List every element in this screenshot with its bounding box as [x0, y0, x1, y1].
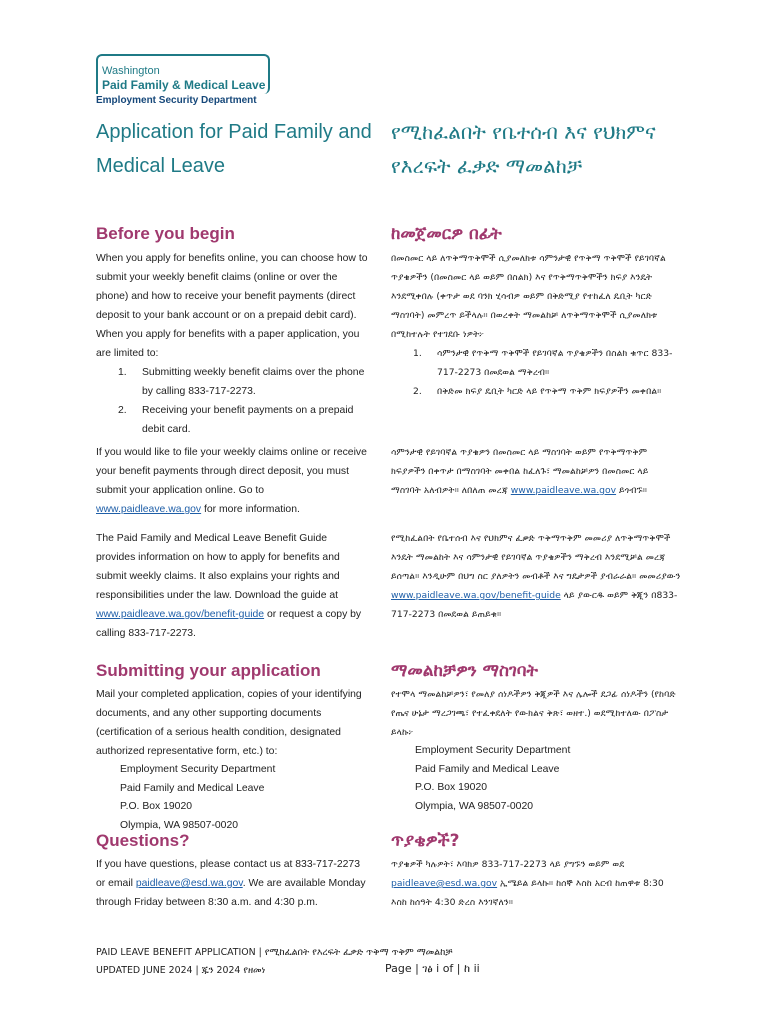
submitting-heading-en: Submitting your application	[96, 661, 321, 680]
submitting-paragraph-en: Mail your completed application, copies of your identifying documents, and any other supporting documents (certification of a serious health condition, designated authorized representative form, etc.) to:	[96, 689, 362, 757]
paidleave-link-am[interactable]: www.paidleave.wa.gov	[510, 485, 617, 496]
questions-heading-en: Questions?	[96, 831, 190, 850]
limits-list-en	[96, 363, 368, 439]
submitting-section-am	[391, 661, 681, 681]
before-paragraph-en: When you apply for benefits online, you can choose how to submit your weekly benefit claims (online or over the phone) and how to receive your benefit payments (direct deposit to your bank account or on a prepaid debit card). When you apply for benefits with a paper application, you are limited to:	[96, 253, 368, 359]
esd-logo	[96, 54, 268, 108]
page-number: Page | ገፅ i of | ከ ii	[385, 962, 480, 975]
submitting-body-am	[391, 685, 681, 816]
guide-paragraph-en: The Paid Family and Medical Leave Benefit Guide provides information on how to apply for benefits and submit weekly claims. It also explains your rights and responsibilities under the law. Download the guide at www.paidleave.wa.gov/benefit-guide or request a copy by calling 833-717-2273.	[96, 533, 362, 639]
page-title-am: የሚከፈልበት የቤተሰብ እና የህክምና የእረፍት ፈቃድ ማመልከቻ	[391, 120, 656, 178]
submitting-section-en	[96, 661, 368, 681]
questions-section-am	[391, 831, 681, 851]
questions-heading-am: ጥያቄዎች?	[391, 831, 460, 851]
before-heading-am: ከመጀመርዎ በፊት	[391, 224, 502, 244]
footer-updated: UPDATED JUNE 2024 | ጁን 2024 የዘመነ	[96, 965, 266, 976]
mailing-address-am: Employment Security Department Paid Family and Medical Leave P.O. Box 19020 Olympia, WA 98507-0020	[415, 745, 571, 812]
mailing-address-en: Employment Security Department Paid Family and Medical Leave P.O. Box 19020 Olympia, WA 98507-0020	[120, 764, 276, 831]
logo-state: Washington	[102, 65, 160, 77]
before-section-am	[391, 224, 681, 244]
submitting-paragraph-am: የተሞላ ማመልከቻዎን፣ የመለያ ሰነዶችዎን ቅጂዎች እና ሌሎች ደጋፊ ሰነዶችን (የከባድ የጤና ሁኔታ ማረጋገጫ፣ የተፈቀደለት የውክልና ቅጽ፣ ወዘተ.) ወደሚከተለው በፖስታ ይላኩ፦	[391, 689, 676, 738]
before-paragraph-am: በመስመር ላይ ለጥቅማጥቅሞች ሲያመለክቱ ሳምንታዊ የጥቅማ ጥቅሞች የይገባኛል ጥያቄዎችን (በመስመር ላይ ወይም በስልክ) እና የጥቅማጥቅሞችን ክፍያ እንዴት እንደሚቀበሉ (ቀጥታ ወደ ባንክ ሂሳብዎ ወይም በቅድሚያ የተከፈለ ዴቢት ካርድ ማስገባት) መምረጥ ይችላሉ። በወረቀት ማመልከቻ ለጥቅማጥቅሞች ሲያመለክቱ በሚከተሉት የተገደቡ ነዎት፦	[391, 253, 666, 340]
footer-title: PAID LEAVE BENEFIT APPLICATION | የሚከፈልበት የእረፍት ፈቃድ ጥቅማ ጥቅም ማመልከቻ	[96, 947, 453, 958]
list-item: 2. በቅድመ ክፍያ ዴቢት ካርድ ላይ የጥቅማ ጥቅም ክፍያዎችን መቀበል።	[413, 386, 662, 397]
before-heading-en: Before you begin	[96, 224, 235, 243]
guide-paragraph-am: የሚከፈልበት የቤተሰብ እና የህክምና ፈቃድ ጥቅማጥቅም መመሪያ ለጥቅማጥቅሞች እንዴት ማመልከት እና ሳምንታዊ የይገባኛል ጥያቄዎችን ማቅረብ እንደሚቻል መረጃ ይሰጣል። እንዲሁም በህግ ስር ያለዎትን መብቶች እና ግዴታዎች ያብራራል። መመሪያውን www.paidleave.wa.gov/benefit-guide ላይ ያውርዱ ወይም ቅጂን በ833-717-2273 በመደወል ይጠይቁ።	[391, 533, 681, 620]
before-body-am	[391, 249, 681, 401]
before-section-en	[96, 224, 368, 244]
list-item: 1. ሳምንታዊ የጥቅማ ጥቅሞች የይገባኛል ጥያቄዎችን በስልክ ቁጥር 833-717-2273 በመደወል ማቅረብ።	[413, 348, 673, 378]
paidleave-link[interactable]: www.paidleave.wa.gov	[96, 504, 202, 515]
list-item: 1. Submitting weekly benefit claims over the phone by calling 833-717-2273.	[118, 367, 365, 397]
questions-body-am: ጥያቄዎች ካሉዎት፣ እባክዎ 833-717-2273 ላይ ያግኙን ወይም ወደ paidleave@esd.wa.gov ኢሜይል ይላኩ። ከሰኞ እስከ አርብ ከጠዋቱ 8:30 እስከ ከሰዓት 4:30 ድረስ እንገኛለን።	[391, 859, 664, 908]
page-title-en: Application for Paid Family and Medical Leave	[96, 121, 372, 177]
online-paragraph-am: ሳምንታዊ የይገባኛል ጥያቄዎን በመስመር ላይ ማስገባት ወይም የጥቅማጥቅም ክፍያዎችን በቀጥታ በማስገባት መቀበል ከፈለጉ፣ ማመልከቻዎን በመስመር ላይ ማስገባት አለብዎት። ለበለጠ መረጃ www.paidleave.wa.gov ይጎብኙ።	[391, 447, 649, 496]
limits-list-am	[391, 344, 681, 401]
list-item: 2. Receiving your benefit payments on a prepaid debit card.	[118, 405, 354, 435]
email-link-am[interactable]: paidleave@esd.wa.gov	[391, 878, 498, 889]
submitting-body-en	[96, 685, 368, 835]
logo-program: Paid Family & Medical Leave	[102, 78, 266, 92]
questions-body-en: If you have questions, please contact us at 833-717-2273 or email paidleave@esd.wa.gov. We are available Monday through Friday between 8:30 a.m. and 4:30 p.m.	[96, 859, 366, 908]
email-link[interactable]: paidleave@esd.wa.gov	[135, 878, 243, 889]
online-paragraph-en: If you would like to file your weekly claims online or receive your benefit payments through direct deposit, you must submit your application online. Go to www.paidleave.wa.gov for more information.	[96, 447, 367, 515]
logo-department: Employment Security Department	[96, 95, 257, 106]
benefit-guide-link[interactable]: www.paidleave.wa.gov/benefit-guide	[96, 609, 265, 620]
questions-section-en	[96, 831, 368, 851]
submitting-heading-am: ማመልከቻዎን ማስገባት	[391, 661, 539, 681]
before-body-en	[96, 249, 368, 439]
benefit-guide-link-am[interactable]: www.paidleave.wa.gov/benefit-guide	[391, 590, 561, 601]
